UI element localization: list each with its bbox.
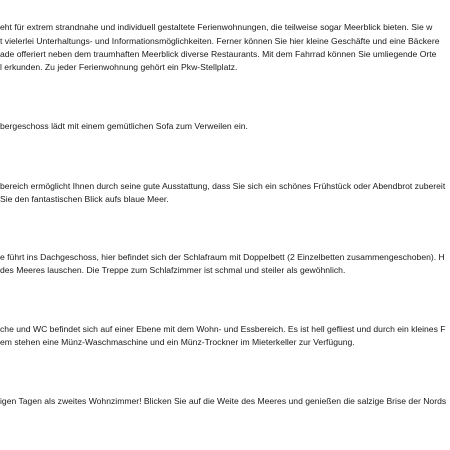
paragraph-4-line-1: e führt ins Dachgeschoss, hier befindet sich der Schlafraum mit Doppelbett (2 Einzelbetten zusammengeschoben). H — [0, 252, 445, 262]
paragraph-5-line-2: em stehen eine Münz-Waschmaschine und ein Münz-Trockner im Mieterkeller zur Verfügung. — [0, 337, 355, 347]
paragraph-3-line-2: Sie den fantastischen Blick aufs blaue Meer. — [0, 194, 169, 204]
paragraph-6-line-1: igen Tagen als zweites Wohnzimmer! Blicken Sie auf die Weite des Meeres und genießen die salzige Brise der Nords — [0, 396, 447, 406]
paragraph-2-line-1: bergeschoss lädt mit einem gemütlichen Sofa zum Verweilen ein. — [0, 121, 248, 131]
paragraph-1-line-1: eht für extrem strandnahe und individuell gestaltete Ferienwohnungen, die teilweise sogar Meerblick bieten. Sie w — [0, 22, 433, 32]
paragraph-1-line-2: t vielerlei Unterhaltungs- und Informationsmöglichkeiten. Ferner können Sie hier kleine Geschäfte und eine Bäckere — [0, 36, 440, 46]
paragraph-4-line-2: des Meeres lauschen. Die Treppe zum Schlafzimmer ist schmal und steiler als gewöhnlich. — [0, 265, 346, 275]
paragraph-1-line-3: ade offeriert neben dem traumhaften Meerblick diverse Restaurants. Mit dem Fahrrad können Sie umliegende Orte — [0, 49, 437, 59]
paragraph-1-line-4: l erkunden. Zu jeder Ferienwohnung gehört ein Pkw-Stellplatz. — [0, 62, 238, 72]
paragraph-5-line-1: che und WC befindet sich auf einer Ebene mit dem Wohn- und Essbereich. Es ist hell gefliest und durch ein kleines F — [0, 324, 446, 334]
paragraph-3-line-1: bereich ermöglicht Ihnen durch seine gute Ausstattung, dass Sie sich ein schönes Frühstück oder Abendbrot zubereit — [0, 181, 446, 191]
